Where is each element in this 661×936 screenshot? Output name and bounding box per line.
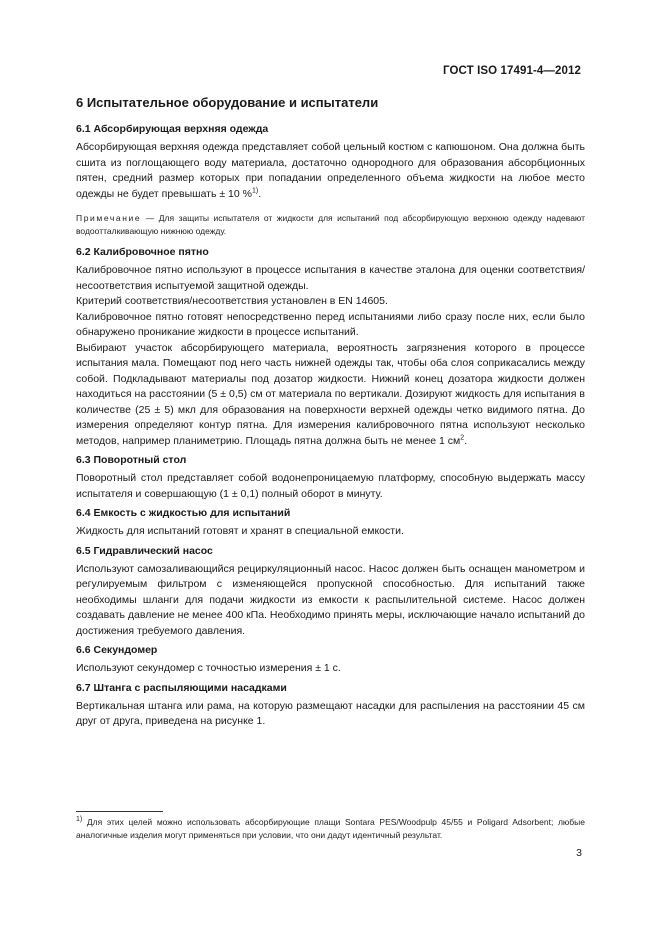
paragraph-6-2-1: Калибровочное пятно используют в процессе испытания в качестве эталона для оценки соответствия/несоответствия испытуемой защитной одежды. (76, 264, 585, 292)
footnote (76, 816, 585, 842)
section-heading: 6 Испытательное оборудование и испытатели (76, 95, 379, 110)
footnote-divider (76, 811, 163, 812)
paragraph-6-3: Поворотный стол представляет собой водонепроницаемую платформу, способную выдержать массу испытателя и совершающую (1 ± 0,1) полный оборот в минуту. (76, 472, 585, 500)
paragraph-6-2-2: Критерий соответствия/несоответствия установлен в EN 14605. (76, 295, 388, 307)
subsection-heading-6-7: 6.7 Штанга с распыляющими насадками (76, 681, 287, 694)
document-standard-id: ГОСТ ISO 17491-4—2012 (443, 65, 581, 77)
paragraph-6-1-end: . (258, 187, 262, 200)
paragraph-6-5: Используют самозаливающийся рециркуляционный насос. Насос должен быть оснащен манометром и регулируемым фильтром с изменяющейся пропускной способностью. Для испытаний также необходимы шланги для подачи жидкости из емкости к распылительной системе. Насос должен создавать давление не менее 400 кПа. Необходимо принять меры, исключающие начало испытаний до достижения требуемого давления. (76, 562, 585, 637)
paragraph-6-2-4 (76, 341, 585, 450)
subsection-heading-6-6: 6.6 Секундомер (76, 644, 158, 656)
footnote-marker: 1) (76, 816, 83, 824)
paragraph-6-1 (76, 140, 585, 202)
page-number: 3 (576, 847, 582, 859)
subsection-heading-6-2: 6.2 Калибровочное пятно (76, 246, 209, 258)
paragraph-6-2-3: Калибровочное пятно готовят непосредственно перед испытаниями либо сразу после них, если было обнаружено проникание жидкости в процессе испытаний. (76, 310, 585, 338)
subsection-heading-6-3: 6.3 Поворотный стол (76, 454, 187, 466)
paragraph-6-1-text: Абсорбирующая верхняя одежда представляет собой цельный костюм с капюшоном. Она должна быть сшита из поглощающего воду материала, достаточно однородного для образования абсорбционных пятен, средний размер которых при попадании определенного объема жидкости на любое место одежды не будет превышать ± 10 % (76, 141, 585, 200)
paragraph-6-7: Вертикальная штанга или рама, на которую размещают насадки для распыления на расстоянии 45 см друг от друга, приведена на рисунке 1. (76, 699, 585, 727)
superscript-2: 2 (460, 434, 465, 441)
footnote-text: Для этих целей можно использовать абсорбирующие плащи Sontara PES/Woodpulp 45/55 и Poligard Adsorbent; любые аналогичные изделия могут применяться при условии, что они дадут идентичный результат. (76, 817, 585, 840)
note-label: Примечание (76, 213, 142, 223)
document-body (76, 95, 585, 730)
paragraph-6-2-4-end: . (464, 434, 468, 447)
footnote-ref: 1) (252, 187, 259, 194)
subsection-heading-6-5: 6.5 Гидравлический насос (76, 544, 213, 557)
paragraph-6-2-4-text: Выбирают участок абсорбирующего материала, вероятность загрязнения которого в процессе испытания мала. Помещают под него часть нижней одежды так, чтобы оба слоя соприкасались между собой. Подкладывают материалы под дозатор жидкости. Нижний конец дозатора жидкости должен находиться на расстоянии (5 ± 0,5) см от материала по вертикали. Дозируют жидкость для испытания в количестве (25 ± 5) мкл для образования на поверхности верхней одежды четко видимого пятна. До измерения определяют контур пятна. Для измерения калибровочного пятна используют несколько методов, например планиметрию. Площадь пятна должна быть не менее 1 см (76, 341, 585, 447)
paragraph-6-4: Жидкость для испытаний готовят и хранят в специальной емкости. (76, 525, 404, 537)
paragraph-6-6: Используют секундомер с точностью измерения ± 1 с. (76, 662, 341, 674)
subsection-heading-6-1: 6.1 Абсорбирующая верхняя одежда (76, 123, 269, 135)
note-6-1 (76, 212, 585, 238)
subsection-heading-6-4: 6.4 Емкость с жидкостью для испытаний (76, 507, 291, 519)
note-text: — Для защиты испытателя от жидкости для испытаний под абсорбирующую верхнюю одежду надевают водоотталкивающую нижнюю одежду. (76, 213, 585, 236)
